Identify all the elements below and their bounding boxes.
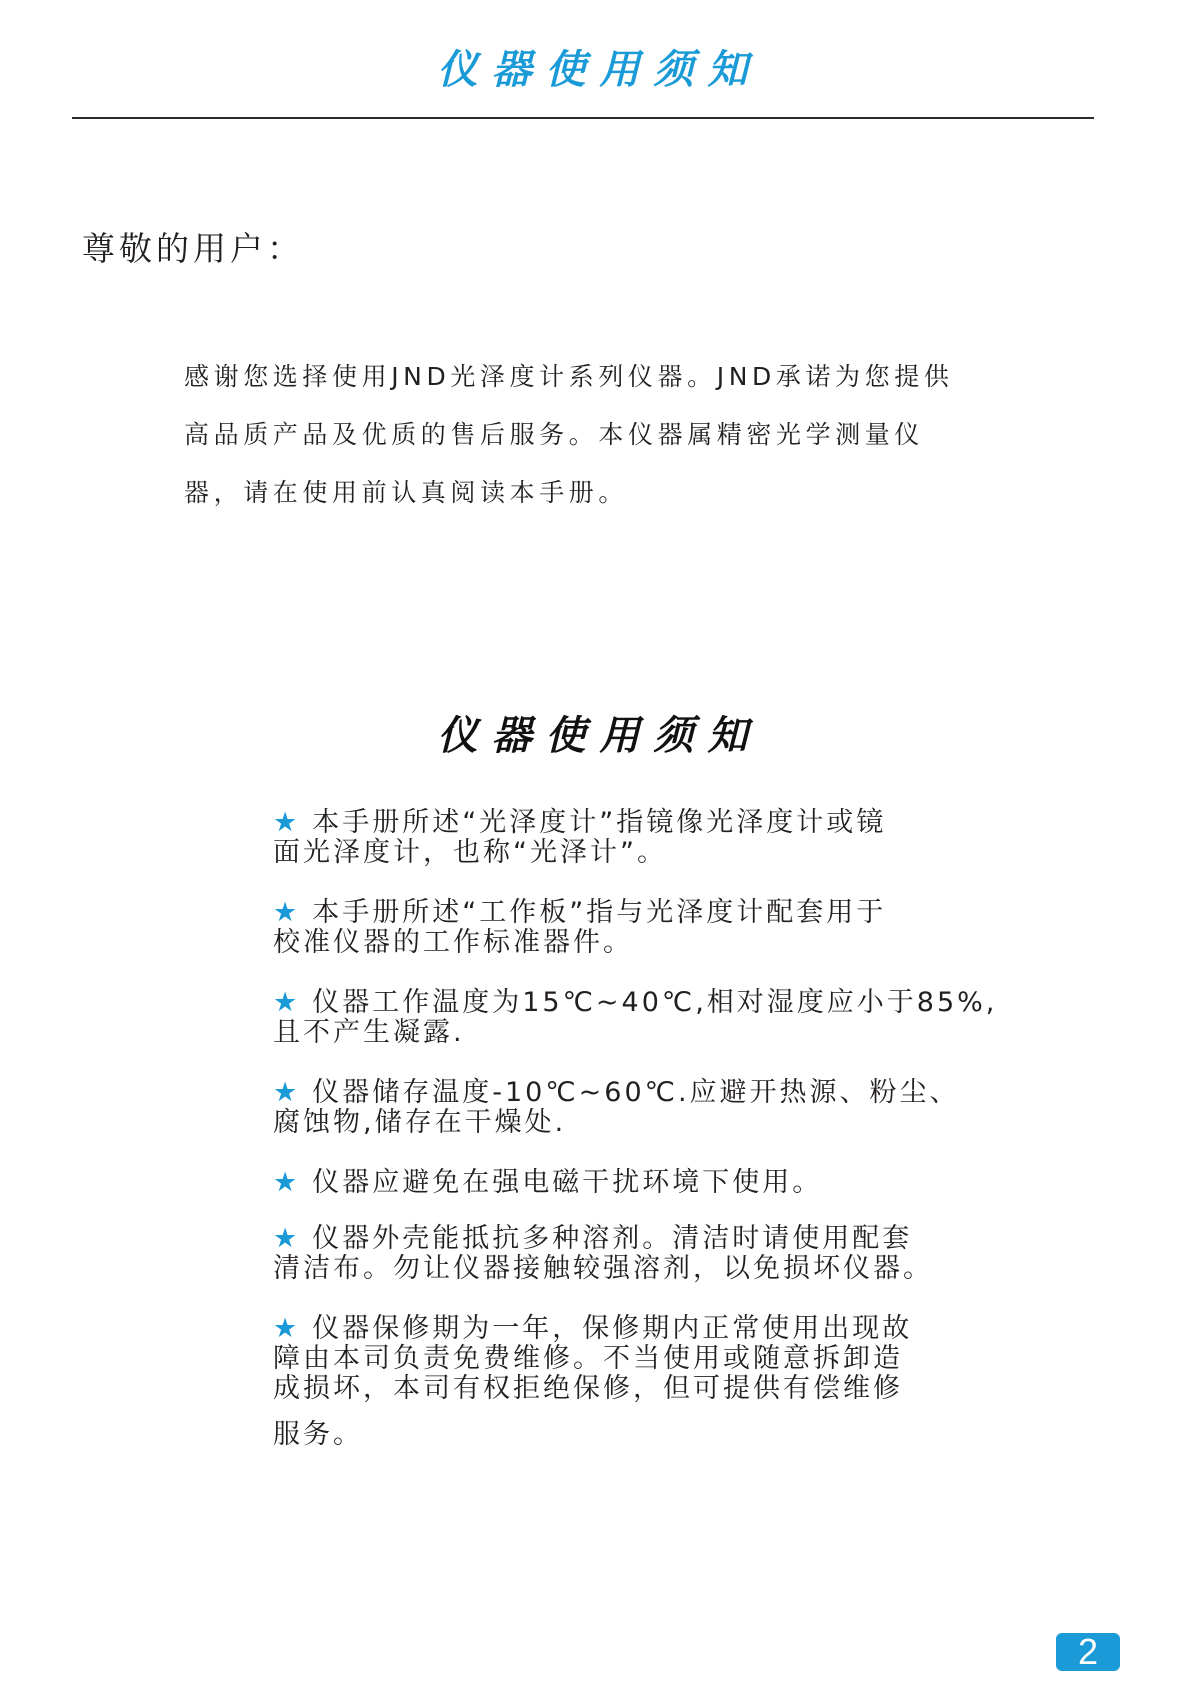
notice-item [273, 1314, 993, 1450]
notice-text: 仪器工作温度为15℃~40℃,相对湿度应小于85%, [312, 987, 998, 1018]
star-bullet-icon: ★ [273, 987, 301, 1018]
notice-text: 腐蚀物,储存在干燥处. [273, 1107, 567, 1138]
notice-text: 成损坏，本司有权拒绝保修，但可提供有偿维修 [273, 1373, 903, 1404]
page-header-title: 仪器使用须知 [437, 46, 762, 93]
notice-item [273, 1168, 993, 1198]
intro-line: 感谢您选择使用JND光泽度计系列仪器。JND承诺为您提供 [184, 362, 954, 391]
header-divider [72, 117, 1094, 119]
greeting-heading: 尊敬的用户： [82, 229, 304, 268]
star-bullet-icon: ★ [273, 1313, 301, 1344]
star-bullet-icon: ★ [273, 897, 301, 928]
page-number-badge: 2 [1056, 1633, 1120, 1671]
notice-text: 校准仪器的工作标准器件。 [273, 927, 633, 958]
notice-text: 清洁布。勿让仪器接触较强溶剂，以免损坏仪器。 [273, 1253, 933, 1284]
notice-text: 服务。 [273, 1419, 363, 1450]
star-bullet-icon: ★ [273, 807, 301, 838]
intro-line: 器，请在使用前认真阅读本手册。 [184, 478, 629, 507]
notice-item [273, 987, 998, 1048]
intro-line: 高品质产品及优质的售后服务。本仪器属精密光学测量仪 [184, 420, 925, 449]
notice-text: 且不产生凝露. [273, 1017, 465, 1048]
notice-text: 仪器储存温度-10℃~60℃.应避开热源、粉尘、 [312, 1077, 960, 1108]
section-title: 仪器使用须知 [437, 712, 762, 759]
star-bullet-icon: ★ [273, 1167, 301, 1198]
notice-text: 本手册所述“光泽度计”指镜像光泽度计或镜 [312, 807, 887, 838]
intro-paragraph [184, 348, 984, 522]
star-bullet-icon: ★ [273, 1077, 301, 1108]
notice-text: 障由本司负责免费维修。不当使用或随意拆卸造 [273, 1343, 903, 1374]
notice-text: 仪器保修期为一年，保修期内正常使用出现故 [312, 1313, 913, 1344]
notice-text: 仪器外壳能抵抗多种溶剂。清洁时请使用配套 [312, 1223, 913, 1254]
notice-item [273, 898, 993, 958]
notice-text: 仪器应避免在强电磁干扰环境下使用。 [312, 1167, 823, 1198]
notice-list [273, 807, 998, 1480]
notice-text: 本手册所述“工作板”指与光泽度计配套用于 [312, 897, 887, 928]
notice-item [273, 1078, 993, 1138]
notice-text: 面光泽度计，也称“光泽计”。 [273, 837, 667, 868]
star-bullet-icon: ★ [273, 1223, 301, 1254]
notice-item [273, 1224, 993, 1284]
notice-item [273, 808, 993, 868]
